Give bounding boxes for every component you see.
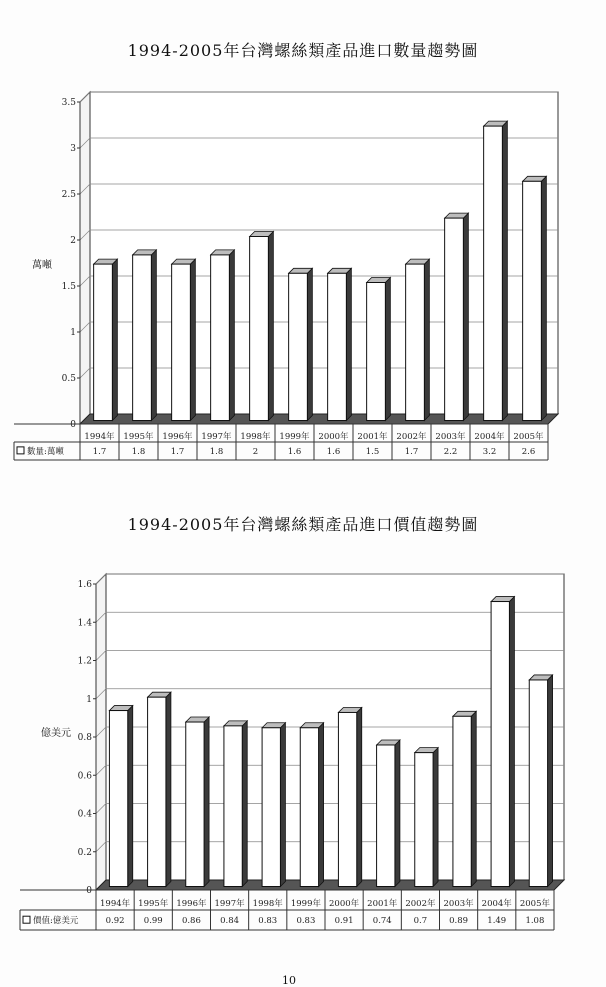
bar [133,255,152,421]
bar [289,273,308,420]
data-label: 3.2 [482,446,497,457]
y-tick-label: 1.4 [77,618,92,629]
bar-side [242,721,247,887]
x-category-label: 1995年 [123,431,154,442]
bar-side [509,597,514,887]
y-tick-label: 1 [70,328,76,338]
x-category-label: 1997年 [214,899,245,910]
y-tick-label: 0.6 [77,771,92,782]
y-tick-label: 1.5 [61,282,76,292]
x-category-label: 1996年 [176,899,207,910]
data-label: 0.84 [220,916,240,927]
bar [491,602,509,887]
bar [109,711,127,887]
data-label: 1.8 [131,446,146,457]
bar [529,680,547,887]
value-chart-plot [0,480,606,960]
x-category-label: 2003年 [443,899,474,910]
bar-side [151,250,156,421]
bar-side [502,121,507,420]
bar [300,728,318,887]
bar [211,255,230,421]
data-label: 1.5 [365,446,380,457]
quantity-chart-plot [0,0,606,480]
plot-side-wall [80,92,90,424]
data-label: 1.08 [525,916,545,927]
bar [377,745,395,887]
bar-side [128,706,133,887]
x-category-label: 1998年 [240,431,271,442]
y-tick-label: 0.5 [61,374,76,384]
bar-side [541,176,546,420]
x-category-label: 2001年 [357,431,388,442]
data-label: 0.99 [143,916,163,927]
bar-side [385,278,390,421]
bar [250,237,269,421]
legend-label: 價值:億美元 [33,916,79,927]
bar-side [424,259,429,420]
x-category-label: 2005年 [513,431,544,442]
bar [338,712,356,886]
bar [523,181,542,420]
y-tick-label: 0 [86,886,92,896]
bar-side [346,268,351,420]
bar [172,264,191,420]
x-category-label: 2004年 [474,431,505,442]
bar [186,722,204,886]
data-label: 2.6 [521,446,536,457]
data-label: 1.6 [287,446,302,457]
bar-side [548,675,553,887]
bar [406,264,425,420]
data-label: 0.89 [449,916,469,927]
x-category-label: 1998年 [252,899,283,910]
x-category-label: 1996年 [162,431,193,442]
x-category-label: 1994年 [84,431,115,442]
data-label: 1.7 [170,446,185,457]
bar [367,283,386,421]
y-tick-label: 0.2 [77,847,92,858]
data-label: 0.7 [413,916,428,927]
data-label: 1.7 [404,446,419,457]
y-tick-label: 0.4 [77,809,92,820]
x-category-label: 2005年 [519,899,550,910]
bar [148,697,166,886]
y-axis-label: 億美元 [41,728,71,739]
y-tick-label: 1 [86,694,92,705]
value-chart [0,480,606,960]
bar [484,126,503,420]
x-category-label: 1999年 [290,899,321,910]
bar-side [471,711,476,886]
legend-key [17,447,24,454]
bar [445,218,464,420]
data-label: 2 [252,446,259,457]
bar-side [357,707,362,886]
bar-side [268,232,273,421]
x-category-label: 2000年 [318,431,349,442]
bar-side [395,740,400,887]
bar-side [204,717,209,886]
bar-side [190,259,195,420]
data-label: 0.83 [258,916,278,927]
data-label: 0.91 [334,916,354,927]
y-axis-label: 萬噸 [32,260,52,271]
bar [415,753,433,887]
y-tick-label: 1.6 [77,580,92,590]
x-category-label: 2001年 [367,899,398,910]
x-category-label: 1994年 [100,899,131,910]
x-category-label: 1999年 [279,431,310,442]
data-label: 1.8 [209,446,224,457]
y-tick-label: 0 [70,420,76,430]
y-tick-label: 3 [70,144,76,154]
y-tick-label: 0.8 [77,733,92,743]
legend-label: 數量:萬噸 [27,446,64,457]
legend-key [23,916,30,923]
data-label: 1.49 [487,916,507,927]
bar [328,273,347,420]
x-category-label: 1995年 [138,899,169,910]
bar-side [229,250,234,421]
data-label: 0.83 [296,916,316,927]
data-label: 0.86 [181,916,201,927]
bar-side [307,268,312,420]
data-label: 1.7 [92,446,107,457]
bar-side [433,748,438,887]
x-category-label: 2002年 [405,899,436,910]
x-category-label: 2003年 [435,431,466,442]
data-label: 0.74 [372,916,392,927]
y-tick-label: 1.2 [77,656,92,667]
quantity-chart-title: 1994-2005年台灣螺絲類產品進口數量趨勢圖 [127,41,479,60]
bar-side [112,259,117,420]
bar [262,728,280,887]
data-label: 2.2 [443,446,458,457]
x-category-label: 2002年 [396,431,427,442]
data-label: 0.92 [105,916,125,927]
x-category-label: 2000年 [329,899,360,910]
x-category-label: 1997年 [201,431,232,442]
x-category-label: 2004年 [481,899,512,910]
bar [94,264,113,420]
y-tick-label: 3.5 [61,98,76,108]
bar-side [166,692,171,886]
bar-side [463,213,468,420]
value-chart-title: 1994-2005年台灣螺絲類產品進口價值趨勢圖 [127,515,479,534]
quantity-chart [0,0,606,480]
bar-side [280,723,285,887]
data-label: 1.6 [326,446,341,457]
y-tick-label: 2 [70,236,76,246]
bar [224,726,242,887]
bar-side [319,723,324,887]
page-number: 10 [282,974,296,987]
y-tick-label: 2.5 [61,190,76,200]
bar [453,716,471,886]
